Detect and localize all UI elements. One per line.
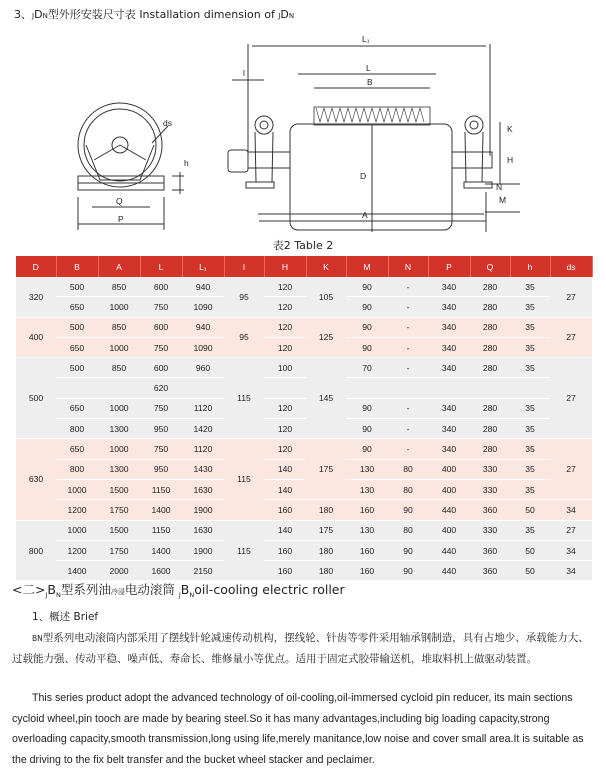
paragraph-english: This series product adopt the advanced technology of oil-cooling,oil-immersed cycloid pin reducer, its main sections cycloid wheel,pin tooch are made by bearing steel.So it has many advantages,including big loading capacity,strong overloading capacity,smooth transmission,long using life,merely manitance,low noise and cover small area.It is suitable as the driving to the fix belt transfer and the bucket wheel stacker and peclaimer. — [12, 692, 584, 766]
table-cell: 400 — [16, 317, 56, 358]
table-cell: 1300 — [98, 459, 140, 479]
table-cell: 95 — [224, 277, 264, 317]
table-cell: 34 — [550, 561, 592, 581]
table-cell: - — [388, 317, 428, 337]
table-row — [16, 561, 592, 581]
table-cell: 35 — [510, 520, 550, 540]
header-12: h — [510, 256, 550, 277]
table-cell — [98, 378, 140, 398]
table-cell: 120 — [264, 419, 306, 439]
table-cell: 280 — [470, 358, 510, 378]
label-D: D — [360, 171, 367, 181]
table-cell: 500 — [56, 317, 98, 337]
label-K: K — [507, 124, 513, 134]
label-B: B — [367, 77, 373, 87]
table-cell: 35 — [510, 358, 550, 378]
table-cell: 600 — [140, 277, 182, 297]
table-cell: 160 — [346, 561, 388, 581]
label-H: H — [507, 155, 514, 165]
table-cell: 90 — [388, 561, 428, 581]
table-cell: 1000 — [98, 398, 140, 418]
table-row — [16, 479, 592, 499]
table-cell: 27 — [550, 358, 592, 439]
table-cell: 620 — [140, 378, 182, 398]
table-cell: 950 — [140, 459, 182, 479]
table-cell: 90 — [346, 398, 388, 418]
table-cell: 1150 — [140, 479, 182, 499]
table-cell: 500 — [56, 277, 98, 297]
brief-title: 1、概述 Brief — [32, 611, 99, 623]
table-cell: 120 — [264, 277, 306, 297]
table-cell: 1900 — [182, 540, 224, 560]
table-row — [16, 317, 592, 337]
table-cell: 35 — [510, 398, 550, 418]
table-cell: 1150 — [140, 520, 182, 540]
table-cell: 35 — [510, 317, 550, 337]
table-cell: 120 — [264, 317, 306, 337]
table-cell: 50 — [510, 500, 550, 520]
header-5: l — [224, 256, 264, 277]
table-cell — [388, 378, 428, 398]
table-cell — [510, 378, 550, 398]
table-cell: 34 — [550, 500, 592, 520]
table-cell: 800 — [56, 459, 98, 479]
header-8: M — [346, 256, 388, 277]
table-row — [16, 500, 592, 520]
table-row — [16, 419, 592, 439]
table-cell: 360 — [470, 500, 510, 520]
table-cell: 80 — [388, 520, 428, 540]
table-cell — [264, 378, 306, 398]
table-cell: 180 — [306, 500, 346, 520]
table-cell: 50 — [510, 540, 550, 560]
table-cell: 95 — [224, 317, 264, 358]
table-cell: 1400 — [140, 540, 182, 560]
table-cell: 1120 — [182, 398, 224, 418]
table-cell: 90 — [388, 540, 428, 560]
table-cell: 120 — [264, 398, 306, 418]
table-cell: 1750 — [98, 540, 140, 560]
installation-drawing — [0, 22, 606, 236]
table-cell: 90 — [346, 439, 388, 459]
table-cell: 90 — [346, 317, 388, 337]
table-cell: 35 — [510, 297, 550, 317]
table-cell: - — [388, 358, 428, 378]
table-cell: 35 — [510, 277, 550, 297]
table-cell: 280 — [470, 337, 510, 357]
table-cell: 50 — [510, 561, 550, 581]
table-cell — [182, 378, 224, 398]
table-cell: 440 — [428, 561, 470, 581]
table-cell: 100 — [264, 358, 306, 378]
table-cell: 130 — [346, 520, 388, 540]
table-cell: 1900 — [182, 500, 224, 520]
table-cell: 1300 — [98, 419, 140, 439]
table-cell: 145 — [306, 358, 346, 439]
table-cell: 600 — [140, 358, 182, 378]
table-cell: 160 — [346, 540, 388, 560]
table-cell: - — [388, 439, 428, 459]
table-cell: 35 — [510, 419, 550, 439]
label-A: A — [362, 210, 368, 220]
table-cell: 360 — [470, 561, 510, 581]
table-cell: 1200 — [56, 500, 98, 520]
table-cell: 650 — [56, 337, 98, 357]
header-1: B — [56, 256, 98, 277]
table-cell: 340 — [428, 439, 470, 459]
table-cell: 1000 — [98, 337, 140, 357]
table-cell: 115 — [224, 358, 264, 439]
table-cell: 180 — [306, 561, 346, 581]
table-cell: 1420 — [182, 419, 224, 439]
header-13: ds — [550, 256, 592, 277]
table-cell: 850 — [98, 277, 140, 297]
table-cell: 400 — [428, 479, 470, 499]
table-cell: 330 — [470, 520, 510, 540]
table-row — [16, 358, 592, 378]
table-cell: 27 — [550, 277, 592, 317]
table-cell: 27 — [550, 439, 592, 500]
table-cell: 1090 — [182, 337, 224, 357]
table-cell: 360 — [470, 540, 510, 560]
table-row — [16, 277, 592, 297]
table-cell: 2150 — [182, 561, 224, 581]
table-cell: 140 — [264, 479, 306, 499]
table-cell: 340 — [428, 297, 470, 317]
table-cell: 330 — [470, 479, 510, 499]
table-cell: 1090 — [182, 297, 224, 317]
table-cell — [56, 378, 98, 398]
table-cell: 650 — [56, 398, 98, 418]
table-cell: 750 — [140, 439, 182, 459]
table-cell: 90 — [388, 500, 428, 520]
table-cell: 120 — [264, 297, 306, 317]
table-row — [16, 398, 592, 418]
table-cell: 280 — [470, 297, 510, 317]
table-cell: 940 — [182, 317, 224, 337]
table-cell: 280 — [470, 439, 510, 459]
table-cell: 1750 — [98, 500, 140, 520]
section-heading: <二$>_JB_N$型系列油冷浸电动滚筒 $_JB_Noil$-cooling electric roller — [12, 582, 345, 599]
label-M: M — [499, 195, 507, 205]
table-cell: 1200 — [56, 540, 98, 560]
table-cell: 500 — [16, 358, 56, 439]
table-cell: 280 — [470, 398, 510, 418]
header-11: Q — [470, 256, 510, 277]
table-cell: 850 — [98, 317, 140, 337]
table-cell: 1000 — [56, 520, 98, 540]
table-cell: - — [388, 297, 428, 317]
table-cell: 650 — [56, 439, 98, 459]
table-cell: 340 — [428, 358, 470, 378]
table-row — [16, 378, 592, 398]
table-cell: 500 — [56, 358, 98, 378]
table-caption: 表2 Table 2 — [272, 239, 334, 252]
label-l: l — [243, 68, 245, 78]
table-cell: 1500 — [98, 479, 140, 499]
table-cell: 1000 — [56, 479, 98, 499]
table-cell: 960 — [182, 358, 224, 378]
table-cell: 750 — [140, 337, 182, 357]
table-cell: 35 — [510, 479, 550, 499]
table-cell: 1430 — [182, 459, 224, 479]
table-cell: 320 — [16, 277, 56, 317]
header-0: D — [16, 256, 56, 277]
table-row — [16, 337, 592, 357]
table-cell: 1600 — [140, 561, 182, 581]
table-cell — [428, 378, 470, 398]
table-cell: 440 — [428, 540, 470, 560]
label-L: L — [366, 63, 371, 73]
table-cell: 115 — [224, 520, 264, 581]
table-cell: 330 — [470, 459, 510, 479]
table-row — [16, 297, 592, 317]
table-header-row — [16, 256, 592, 277]
label-Q: Q — [116, 196, 123, 206]
table-cell: 1630 — [182, 520, 224, 540]
table-cell — [470, 378, 510, 398]
table-cell: 340 — [428, 398, 470, 418]
table-cell: - — [388, 337, 428, 357]
table-cell: 27 — [550, 520, 592, 540]
table-cell: 280 — [470, 419, 510, 439]
table-cell: 800 — [56, 419, 98, 439]
table-row — [16, 520, 592, 540]
table-cell: 750 — [140, 398, 182, 418]
table-cell: 940 — [182, 277, 224, 297]
table-cell: 175 — [306, 520, 346, 540]
table-cell: 160 — [346, 500, 388, 520]
label-P: P — [118, 214, 124, 224]
header-6: H — [264, 256, 306, 277]
paragraph-chinese: BN型系列电动滚筒内部采用了摆线针轮减速传动机构，摆线轮、针齿等零件采用轴承钢制造，具有占地少、承载能力大、过载能力强、传动平稳、噪声低、寿命长、维修量小等优点。适用于固定式胶带输送机，堆取料机上做驱动装置。 — [12, 632, 589, 665]
table-cell: 1500 — [98, 520, 140, 540]
header-2: A — [98, 256, 140, 277]
table-cell: 90 — [346, 337, 388, 357]
label-h: h — [184, 158, 189, 168]
table-cell — [346, 378, 388, 398]
table-cell: 340 — [428, 277, 470, 297]
table-cell: 400 — [428, 520, 470, 540]
table-cell: 80 — [388, 459, 428, 479]
table-cell: 125 — [306, 317, 346, 358]
label-N: N — [496, 182, 503, 192]
table-cell: 1400 — [56, 561, 98, 581]
table-row — [16, 459, 592, 479]
table-cell: 34 — [550, 540, 592, 560]
table-cell: 90 — [346, 419, 388, 439]
table-cell: 90 — [346, 297, 388, 317]
header-3: L — [140, 256, 182, 277]
table-cell: 80 — [388, 479, 428, 499]
table-cell: 440 — [428, 500, 470, 520]
table-cell: 160 — [264, 500, 306, 520]
table-cell: - — [388, 398, 428, 418]
table-cell: 140 — [264, 520, 306, 540]
table-cell: 130 — [346, 459, 388, 479]
label-L1: L₁ — [362, 34, 370, 44]
table-cell: 2000 — [98, 561, 140, 581]
table-cell: 340 — [428, 419, 470, 439]
table-cell: 180 — [306, 540, 346, 560]
table-cell: 35 — [510, 439, 550, 459]
table-cell: 340 — [428, 317, 470, 337]
table-cell: 1400 — [140, 500, 182, 520]
table-cell: 35 — [510, 337, 550, 357]
table-cell: 1120 — [182, 439, 224, 459]
header-10: P — [428, 256, 470, 277]
header-7: K — [306, 256, 346, 277]
table-cell: 800 — [16, 520, 56, 581]
table-cell: 160 — [264, 561, 306, 581]
table-cell: 35 — [510, 459, 550, 479]
table-cell: 850 — [98, 358, 140, 378]
table-cell: 1630 — [182, 479, 224, 499]
table-cell: 600 — [140, 317, 182, 337]
table-cell: 115 — [224, 439, 264, 520]
table-cell: 90 — [346, 277, 388, 297]
table-cell: 120 — [264, 439, 306, 459]
table-cell: 950 — [140, 419, 182, 439]
table-row — [16, 439, 592, 459]
table-cell: 750 — [140, 297, 182, 317]
section-title: 3、JDN型外形安装尺寸表 Installation dimension of JDN — [14, 8, 295, 21]
table-cell: - — [388, 419, 428, 439]
table-cell: 175 — [306, 439, 346, 500]
table-cell: 140 — [264, 459, 306, 479]
table-cell: 400 — [428, 459, 470, 479]
header-9: N — [388, 256, 428, 277]
table-cell: 70 — [346, 358, 388, 378]
dimension-table — [16, 256, 593, 581]
table-cell: 1000 — [98, 439, 140, 459]
table-cell: 27 — [550, 317, 592, 358]
header-4: L₁ — [182, 256, 224, 277]
table-cell: 120 — [264, 337, 306, 357]
front-view — [228, 44, 520, 232]
table-cell: - — [388, 277, 428, 297]
table-cell: 650 — [56, 297, 98, 317]
table-cell: 1000 — [98, 297, 140, 317]
table-cell: 280 — [470, 317, 510, 337]
label-ds: ds — [163, 118, 172, 128]
table-cell: 340 — [428, 337, 470, 357]
table-cell: 630 — [16, 439, 56, 520]
table-row — [16, 540, 592, 560]
table-cell: 160 — [264, 540, 306, 560]
table-cell: 105 — [306, 277, 346, 317]
table-cell: 130 — [346, 479, 388, 499]
table-cell: 280 — [470, 277, 510, 297]
